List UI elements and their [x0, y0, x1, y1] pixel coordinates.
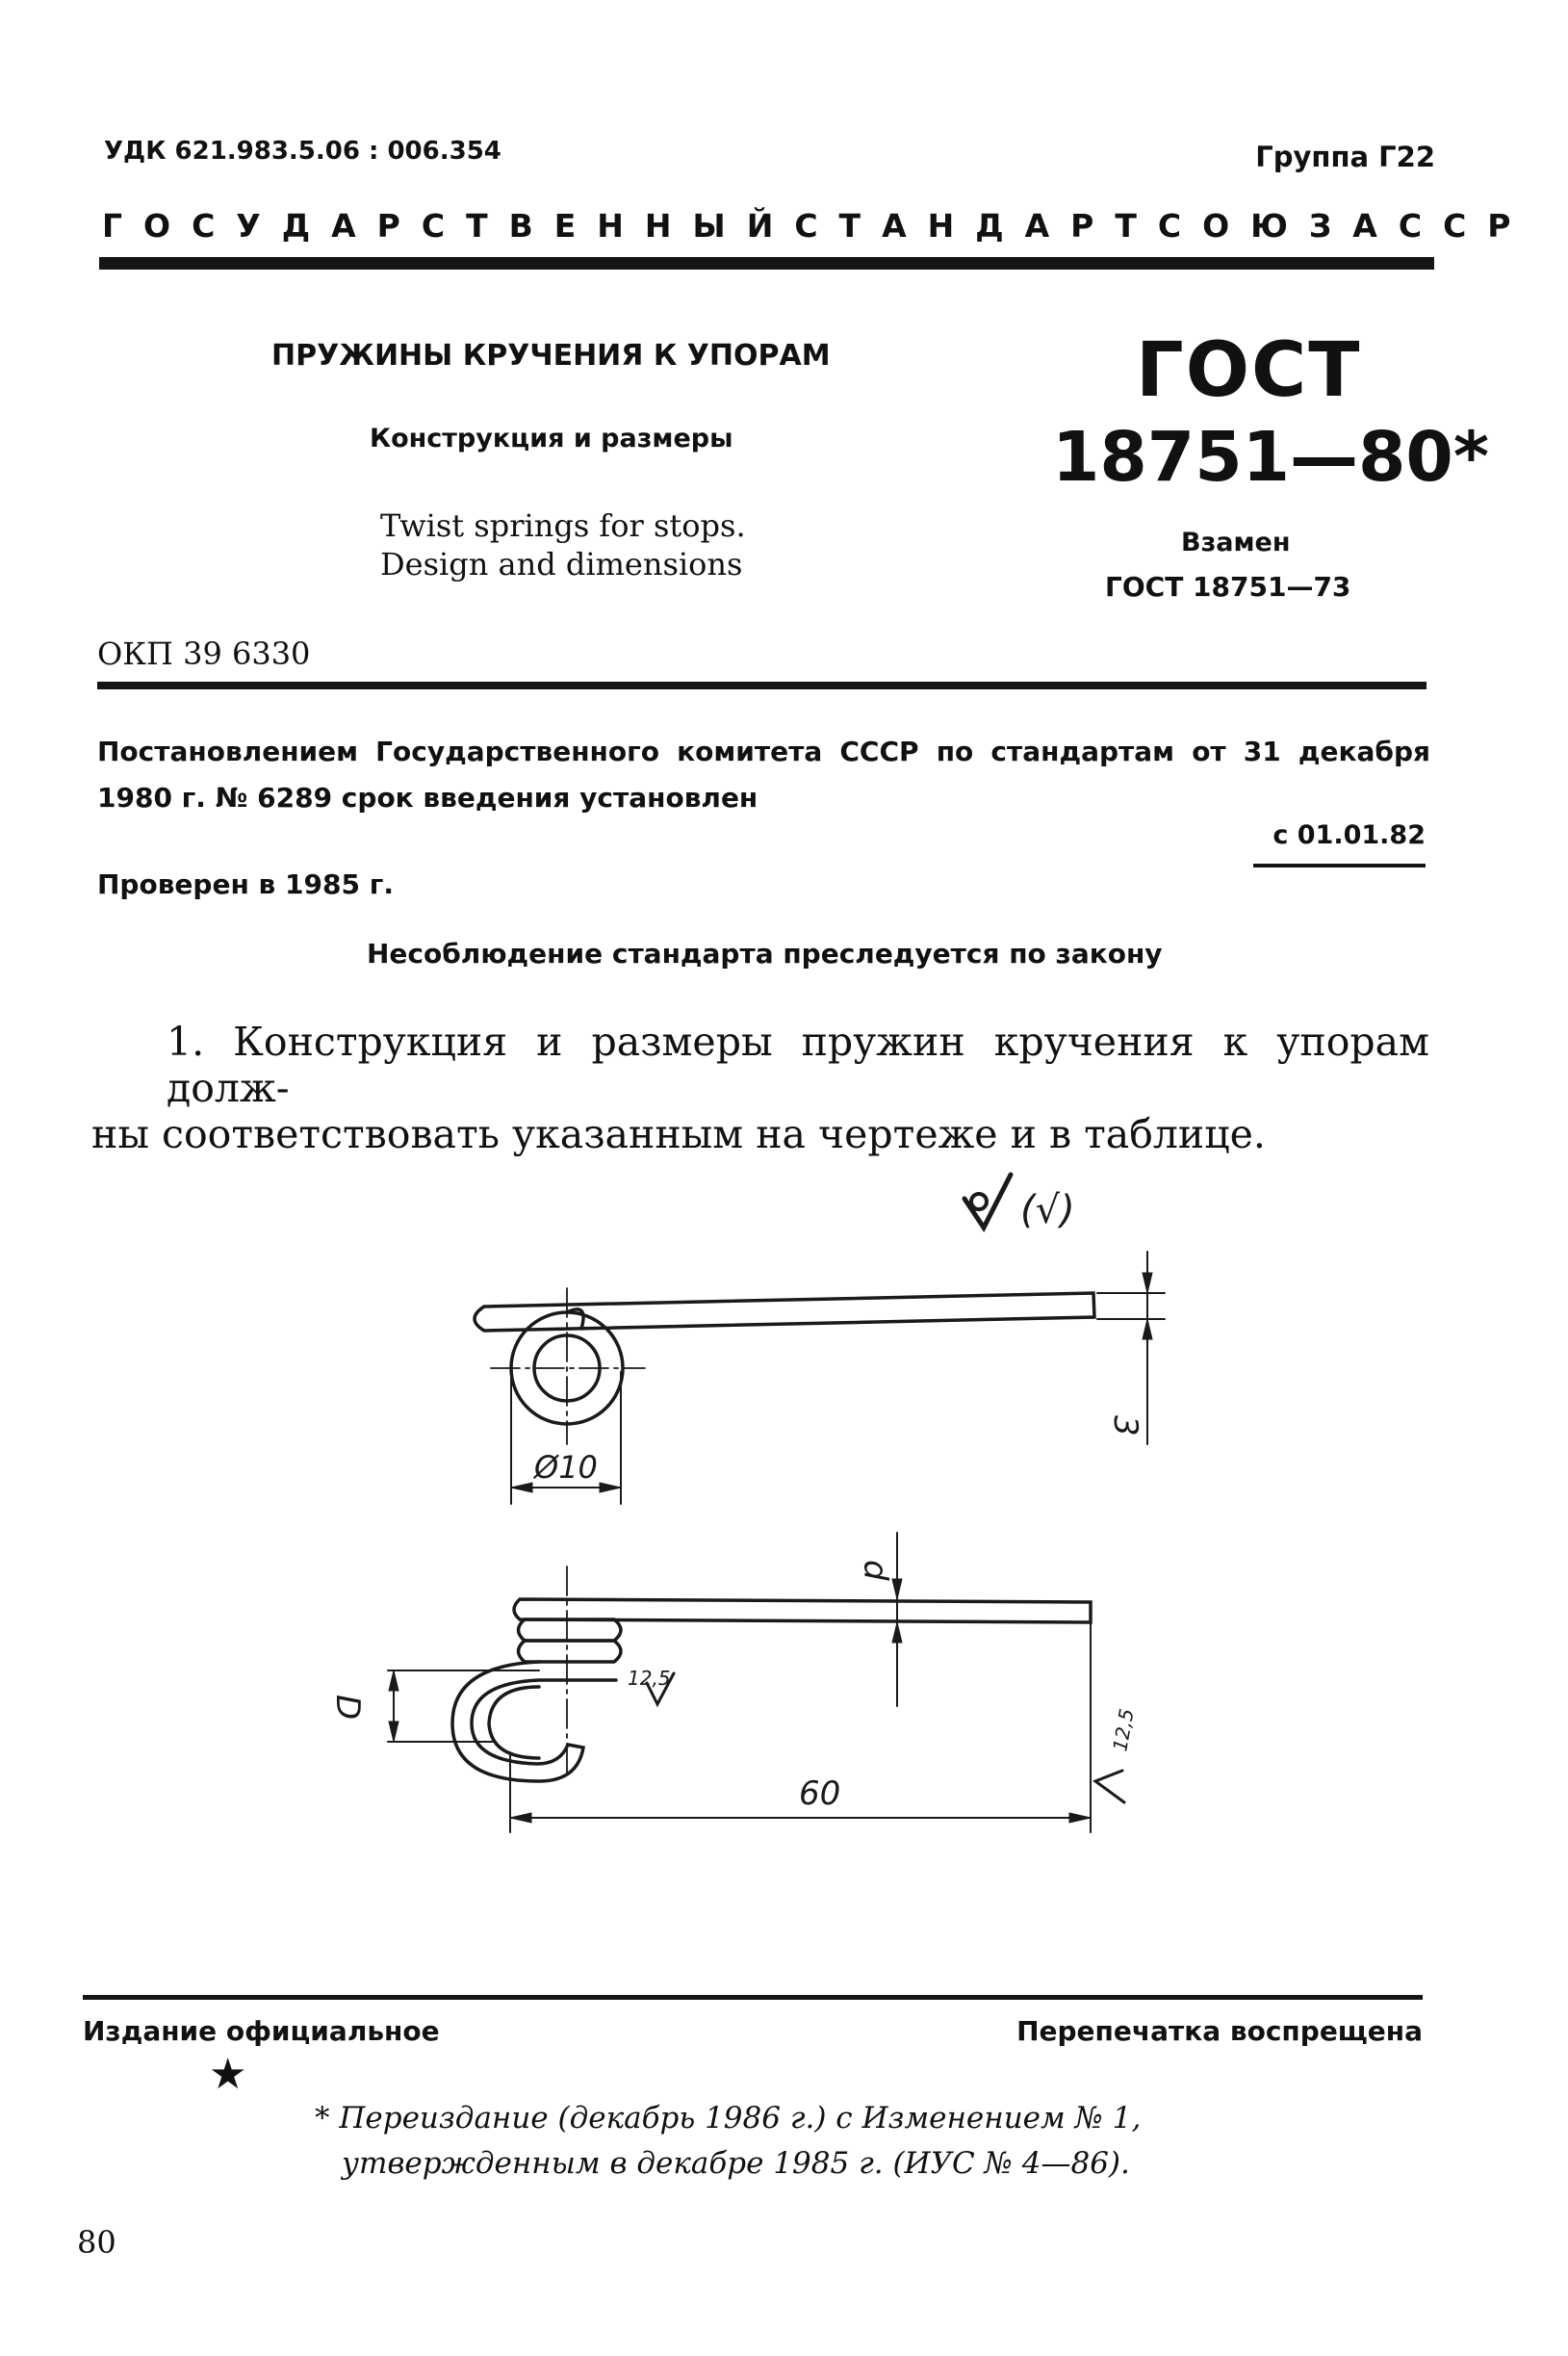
star-icon: ★ [209, 2050, 247, 2099]
footnote-line: утвержденным в декабре 1985 г. (ИУС № 4—86). [342, 2146, 1130, 2181]
clause-line: ны соответствовать указанным на чертеже и в таблице. [91, 1111, 1266, 1157]
coil-hook-inner [489, 1687, 539, 1758]
arrowhead [1069, 1813, 1091, 1823]
gost-number: 18751—80* [1052, 417, 1489, 497]
arrowhead [389, 1670, 398, 1691]
banner-word: СОЮЗА [1157, 207, 1399, 245]
roughness-end-value: 12,5 [1108, 1706, 1139, 1753]
dim-wire: d [856, 1560, 894, 1581]
banner-word: СТАНДАРТ [794, 207, 1158, 245]
effective-date: с 01.01.82 [1253, 820, 1426, 867]
udk-code: УДК 621.983.5.06 : 006.354 [104, 137, 501, 166]
official-edition: Издание официальное [83, 2015, 440, 2047]
arrowhead [510, 1813, 531, 1823]
group-code: Группа Г22 [1255, 141, 1435, 173]
arrowhead [892, 1579, 902, 1599]
page-number: 80 [77, 2224, 116, 2261]
arrowhead [1143, 1273, 1152, 1293]
roughness-inner-value: 12,5 [628, 1667, 671, 1690]
reprint-prohibited: Перепечатка воспрещена [1016, 2015, 1423, 2047]
checked-year: Проверен в 1985 г. [97, 868, 394, 900]
document-title: ПРУЖИНЫ КРУЧЕНИЯ К УПОРАМ [271, 339, 831, 373]
dim-coil: D [328, 1695, 367, 1721]
dim-thickness: 3 [1106, 1415, 1144, 1437]
legal-notice: Несоблюдение стандарта преследуется по закону [367, 938, 1163, 970]
replaces-label: Взамен [1181, 528, 1291, 557]
footnote [315, 2096, 1141, 2187]
roughness-circle [971, 1194, 987, 1209]
decree-text: Постановлением Государственного комитета СССР по стандартам от 31 декабря 1980 г. № 6289 срок введения установлен [97, 736, 1430, 814]
coil-turn [519, 1619, 622, 1641]
footnote-line: * Переиздание (декабрь 1986 г.) с Изменением № 1, [315, 2101, 1142, 2136]
arrowhead [511, 1483, 532, 1492]
coil-hook-side [452, 1662, 616, 1781]
roughness-note: (√) [1020, 1188, 1075, 1232]
dim-diameter: Ø10 [534, 1449, 598, 1486]
english-title-line: Twist springs for stops. [380, 507, 746, 544]
okp-code: ОКП 39 6330 [97, 635, 311, 672]
arrowhead [600, 1483, 621, 1492]
arrowhead [389, 1722, 398, 1742]
coil-turn [519, 1641, 622, 1662]
footer-divider [83, 1995, 1423, 2000]
gost-label: ГОСТ [1136, 327, 1362, 414]
roughness-symbol [1095, 1771, 1124, 1802]
dim-length: 60 [799, 1774, 841, 1813]
banner-word: ГОСУДАРСТВЕННЫЙ [102, 207, 795, 245]
arrowhead [1143, 1319, 1152, 1339]
clause-line: 1. Конструкция и размеры пружин кручения к упорам долж- [167, 1019, 1429, 1111]
document-subtitle: Конструкция и размеры [370, 424, 733, 453]
replaces-standard: ГОСТ 18751—73 [1105, 571, 1351, 603]
arrowhead [892, 1622, 902, 1643]
english-title-line: Design and dimensions [380, 546, 743, 583]
banner-word: ССР [1398, 207, 1532, 245]
